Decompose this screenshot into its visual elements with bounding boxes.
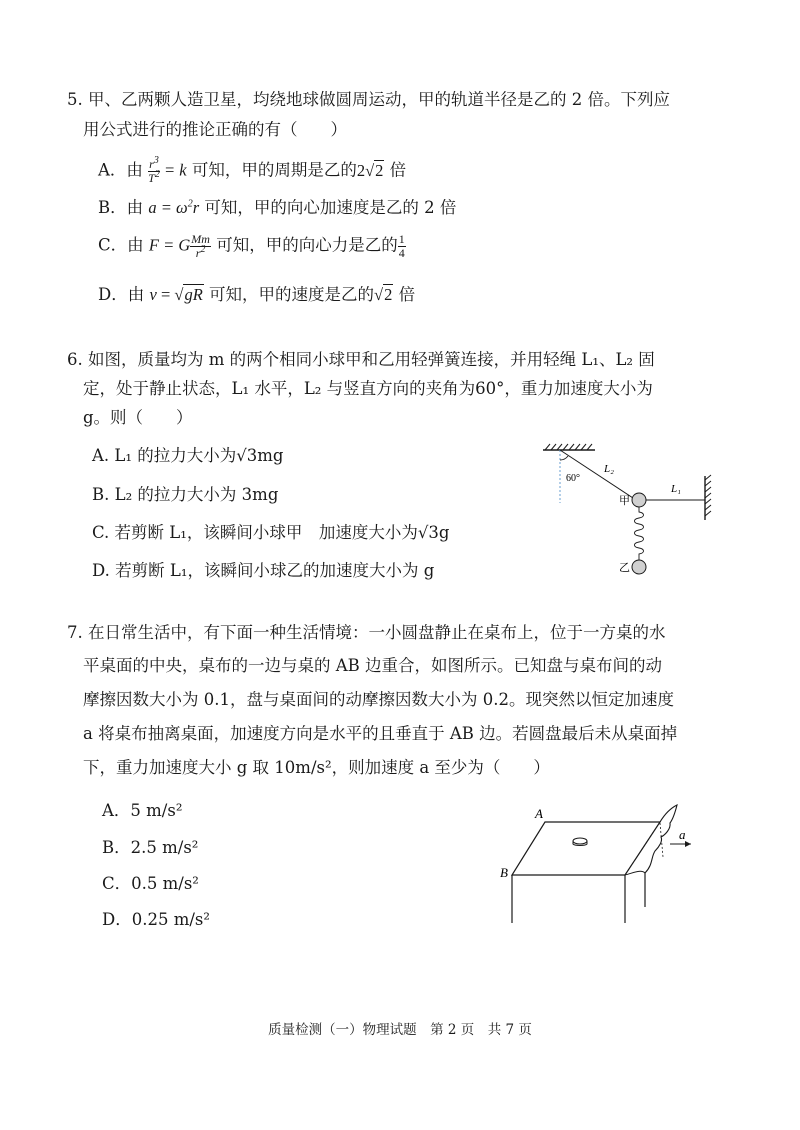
q7-table-top bbox=[512, 822, 660, 875]
q7-tablecloth-edge bbox=[645, 805, 677, 873]
q5-option-b bbox=[98, 200, 456, 217]
q6-figure bbox=[535, 440, 725, 585]
q5-option-d: D．由 v = √gR 可知，甲的速度是乙的√2 倍 bbox=[98, 285, 416, 304]
q7-accel-arrowhead bbox=[685, 841, 691, 847]
q5-option-d-formula: v = √gR bbox=[149, 285, 203, 304]
q7-stem-line-1: 7. 在日常生活中，有下面一种生活情境：一小圆盘静止在桌布上，位于一方桌的水 bbox=[67, 623, 666, 642]
q5-option-c-text: 可知，甲的向心力是乙的 bbox=[216, 235, 398, 255]
q6-stem-line-3: g。则（ ） bbox=[83, 408, 193, 427]
q7-stem-line-5: 下，重力加速度大小 g 取 10m/s²，则加速度 a 至少为（ ） bbox=[83, 758, 550, 777]
q6-ball-jia bbox=[632, 493, 646, 507]
q6-option-c: C. 若剪断 L₁，该瞬间小球甲 加速度大小为√3g bbox=[92, 523, 450, 542]
q7-option-a: A．5 m/s² bbox=[102, 801, 183, 820]
q5-option-c: C．由 F = G $\frac{Mm}{r^2}$ 可知，甲的向心力是乙的 $\frac{1}{4}$ bbox=[98, 232, 405, 260]
q5-stem-line-2: 用公式进行的推论正确的有（ ） bbox=[83, 120, 347, 139]
q5-option-d-letter: D．由 bbox=[98, 285, 145, 304]
q5-option-c-value: $\frac{1}{4}$ bbox=[398, 232, 405, 260]
q5-option-a: A．由 $\frac{r^3}{T^2}$ = k 可知，甲的周期是乙的2√2 倍 bbox=[98, 155, 407, 185]
q7-tablecloth-fold-2 bbox=[660, 823, 663, 857]
q6-ball-jia-label: 甲 bbox=[619, 495, 630, 507]
q6-option-d: D. 若剪断 L₁，该瞬间小球乙的加速度大小为 g bbox=[92, 561, 435, 580]
q7-figure bbox=[495, 795, 705, 930]
q7-disc bbox=[573, 838, 587, 844]
q6-ball-yi bbox=[632, 560, 646, 574]
q7-corner-a-label: A bbox=[535, 806, 543, 821]
q5-option-a-letter: A．由 bbox=[98, 160, 143, 180]
q6-rope-l2-label: L₂ bbox=[604, 463, 614, 475]
q6-ceiling-hatch bbox=[545, 444, 592, 450]
q7-tablecloth-drape bbox=[625, 871, 645, 875]
q6-angle-label: 60° bbox=[566, 473, 580, 484]
q6-rope-l1-label: L₁ bbox=[671, 483, 681, 495]
q6-option-a: A. L₁ 的拉力大小为√3mg bbox=[92, 446, 284, 465]
q7-option-c: C．0.5 m/s² bbox=[102, 874, 199, 893]
q5-option-a-text: 可知，甲的周期是乙的 bbox=[191, 160, 357, 180]
q7-option-b: B．2.5 m/s² bbox=[102, 838, 199, 857]
q6-spring bbox=[635, 507, 644, 560]
q5-option-d-text: 可知，甲的速度是乙的 bbox=[209, 285, 375, 304]
q5-option-c-formula-fraction: $\frac{Mm}{r^2}$ bbox=[191, 232, 210, 260]
q6-stem-line-2: 定，处于静止状态，L₁ 水平，L₂ 与竖直方向的夹角为60°，重力加速度大小为 bbox=[83, 379, 653, 398]
q5-option-c-letter: C．由 bbox=[98, 235, 144, 255]
q7-accel-label: a bbox=[679, 827, 686, 842]
q6-option-b: B. L₂ 的拉力大小为 3mg bbox=[92, 485, 279, 504]
q5-option-d-unit: 倍 bbox=[398, 285, 416, 304]
q7-option-d: D．0.25 m/s² bbox=[102, 910, 210, 929]
q6-wall-hatch bbox=[705, 475, 711, 516]
q5-option-a-unit: 倍 bbox=[389, 160, 407, 180]
q6-angle-arc bbox=[560, 456, 568, 460]
q7-stem-line-2: 平桌面的中央，桌布的一边与桌的 AB 边重合，如图所示。已知盘与桌布间的动 bbox=[83, 656, 663, 675]
q5-option-b-formula: $a = \omega^2r$ bbox=[148, 198, 200, 217]
page-footer: 质量检测（一）物理试题 第 2 页 共 7 页 bbox=[268, 1022, 532, 1038]
q7-stem-line-3: 摩擦因数大小为 0.1，盘与桌面间的动摩擦因数大小为 0.2。现突然以恒定加速度 bbox=[83, 690, 674, 709]
q5-stem-line-1: 5. 甲、乙两颗人造卫星，均绕地球做圆周运动，甲的轨道半径是乙的 2 倍。下列应 bbox=[67, 90, 670, 109]
q7-stem-line-4: a 将桌布抽离桌面，加速度方向是水平的且垂直于 AB 边。若圆盘最后未从桌面掉 bbox=[83, 724, 678, 743]
q7-corner-b-label: B bbox=[500, 865, 508, 880]
q5-option-b-text: 可知，甲的向心加速度是乙的 2 倍 bbox=[204, 198, 457, 217]
q6-ball-yi-label: 乙 bbox=[619, 562, 630, 574]
q6-stem-line-1: 6. 如图，质量均为 m 的两个相同小球甲和乙用轻弹簧连接，并用轻绳 L₁、L₂ 固 bbox=[67, 350, 655, 369]
q5-option-b-letter: B．由 bbox=[98, 198, 144, 217]
q5-option-a-formula-fraction: $\frac{r^3}{T^2}$ bbox=[148, 155, 160, 185]
